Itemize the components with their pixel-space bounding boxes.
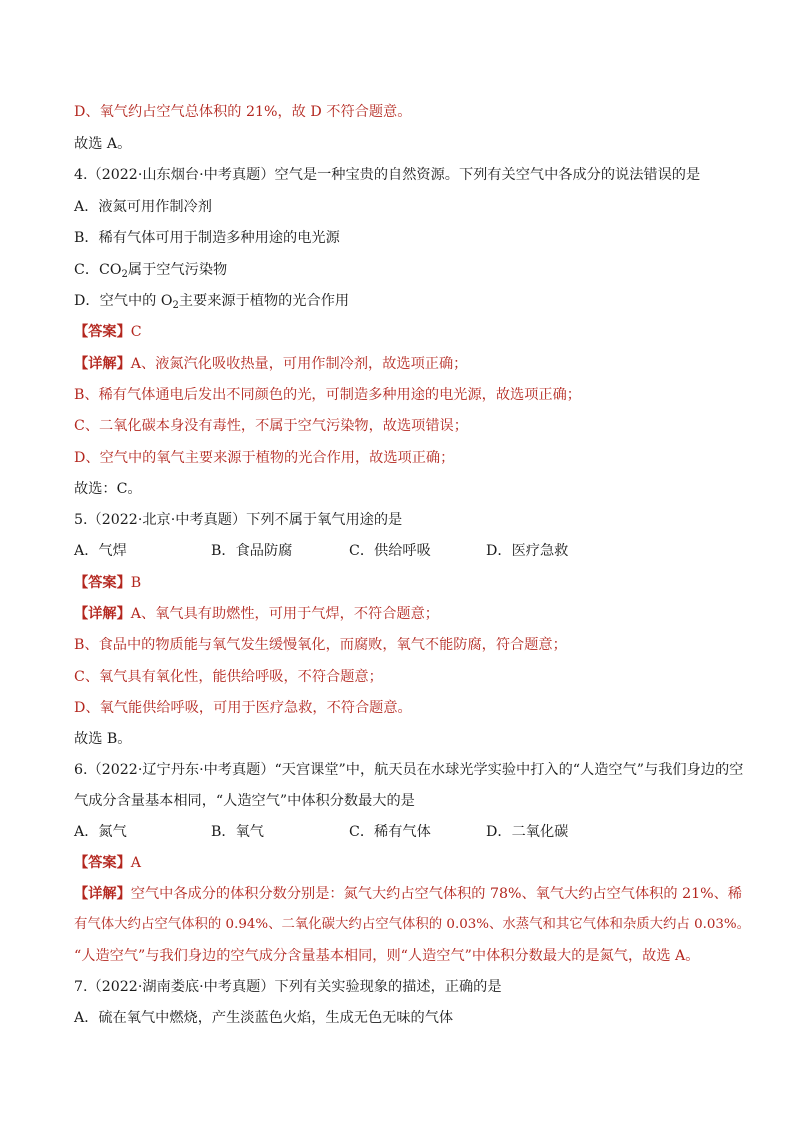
q4-option-c-pre: C．CO [74,262,122,278]
q6-detail-line-1 [74,884,742,904]
q4-choice: 故选：C。 [74,481,142,497]
q4-detail-a: A、液氮汽化吸收热量，可用作制冷剂，故选项正确； [130,356,468,372]
q4-answer-value: C [130,324,142,340]
q6-option-a: A．氮气 [74,824,127,840]
q4-option-d-sub: 2 [172,300,179,311]
q4-option-d-post: 主要来源于植物的光合作用 [178,293,350,309]
q4-detail-a-line [74,354,467,374]
q4-answer [74,322,142,342]
q5-answer-tag: 【答案】 [74,575,131,591]
q5-option-a: A．气焊 [74,543,127,559]
q4-detail-c: C、二氧化碳本身没有毒性，不属于空气污染物，故选项错误； [74,418,468,434]
q7-stem: 7.（2022·湖南娄底·中考真题）下列有关实验现象的描述，正确的是 [74,979,502,995]
q4-answer-tag: 【答案】 [74,324,131,340]
q6-detail-line-2: 有气体大约占空气体积的 0.94%、二氧化碳大约占空气体积的 0.03%、水蒸气和其它气体和杂质大约占 0.03%。 [74,917,751,932]
q6-answer-value: A [130,855,142,871]
q6-option-b: B．氧气 [211,824,264,840]
q4-option-a: A．液氮可用作制冷剂 [74,199,212,215]
q5-choice: 故选 B。 [74,731,132,747]
q6-stem-line-1: 6.（2022·辽宁丹东·中考真题）“天宫课堂”中，航天员在水球光学实验中打入的“人造空气”与我们身边的空 [74,762,744,778]
q6-detail-tag: 【详解】 [74,886,131,902]
q6-answer-tag: 【答案】 [74,855,131,871]
q4-option-c-sub: 2 [121,269,128,280]
q4-option-c-post: 属于空气污染物 [127,262,228,278]
q6-option-d: D．二氧化碳 [486,824,569,840]
q4-stem: 4.（2022·山东烟台·中考真题）空气是一种宝贵的自然资源。下列有关空气中各成分的说法错误的是 [74,167,701,183]
q5-option-b: B．食品防腐 [211,543,293,559]
q7-option-a: A．硫在氧气中燃烧，产生淡蓝色火焰，生成无色无味的气体 [74,1010,454,1026]
q4-option-d [74,291,349,311]
prev-choice: 故选 A。 [74,136,132,152]
q5-detail-d: D、氧气能供给呼吸，可用于医疗急救，不符合题意。 [74,700,412,716]
q6-stem-line-2: 气成分含量基本相同，“人造空气”中体积分数最大的是 [74,793,415,809]
q6-answer [74,853,141,873]
q5-answer [74,573,141,593]
q4-option-d-pre: D．空气中的 O [74,293,173,309]
q5-option-c: C．供给呼吸 [349,543,431,559]
q4-detail-tag: 【详解】 [74,356,131,372]
prev-detail-d: D、氧气约占空气总体积的 21%，故 D 不符合题意。 [74,104,412,120]
q5-answer-value: B [130,575,142,591]
q6-detail-1: 空气中各成分的体积分数分别是：氮气大约占空气体积的 78%、氧气大约占空气体积的 21%、稀 [130,886,742,902]
q5-stem: 5.（2022·北京·中考真题）下列不属于氧气用途的是 [74,512,403,528]
q5-detail-c: C、氧气具有氧化性，能供给呼吸，不符合题意； [74,669,383,685]
q6-option-c: C．稀有气体 [349,824,431,840]
q4-detail-d: D、空气中的氧气主要来源于植物的光合作用，故选项正确； [74,450,455,466]
q5-detail-a-line [74,604,439,624]
q4-detail-b: B、稀有气体通电后发出不同颜色的光，可制造多种用途的电光源，故选项正确； [74,387,581,403]
q4-option-c [74,260,227,280]
q5-detail-tag: 【详解】 [74,606,131,622]
q6-detail-line-3: “人造空气”与我们身边的空气成分含量基本相同，则“人造空气”中体积分数最大的是氮气，故选 A。 [74,948,700,964]
q5-detail-a: A、氧气具有助燃性，可用于气焊，不符合题意； [130,606,439,622]
q5-option-d: D．医疗急救 [486,543,569,559]
q4-option-b: B．稀有气体可用于制造多种用途的电光源 [74,230,340,246]
q5-detail-b: B、食品中的物质能与氧气发生缓慢氧化，而腐败，氧气不能防腐，符合题意； [74,637,567,653]
